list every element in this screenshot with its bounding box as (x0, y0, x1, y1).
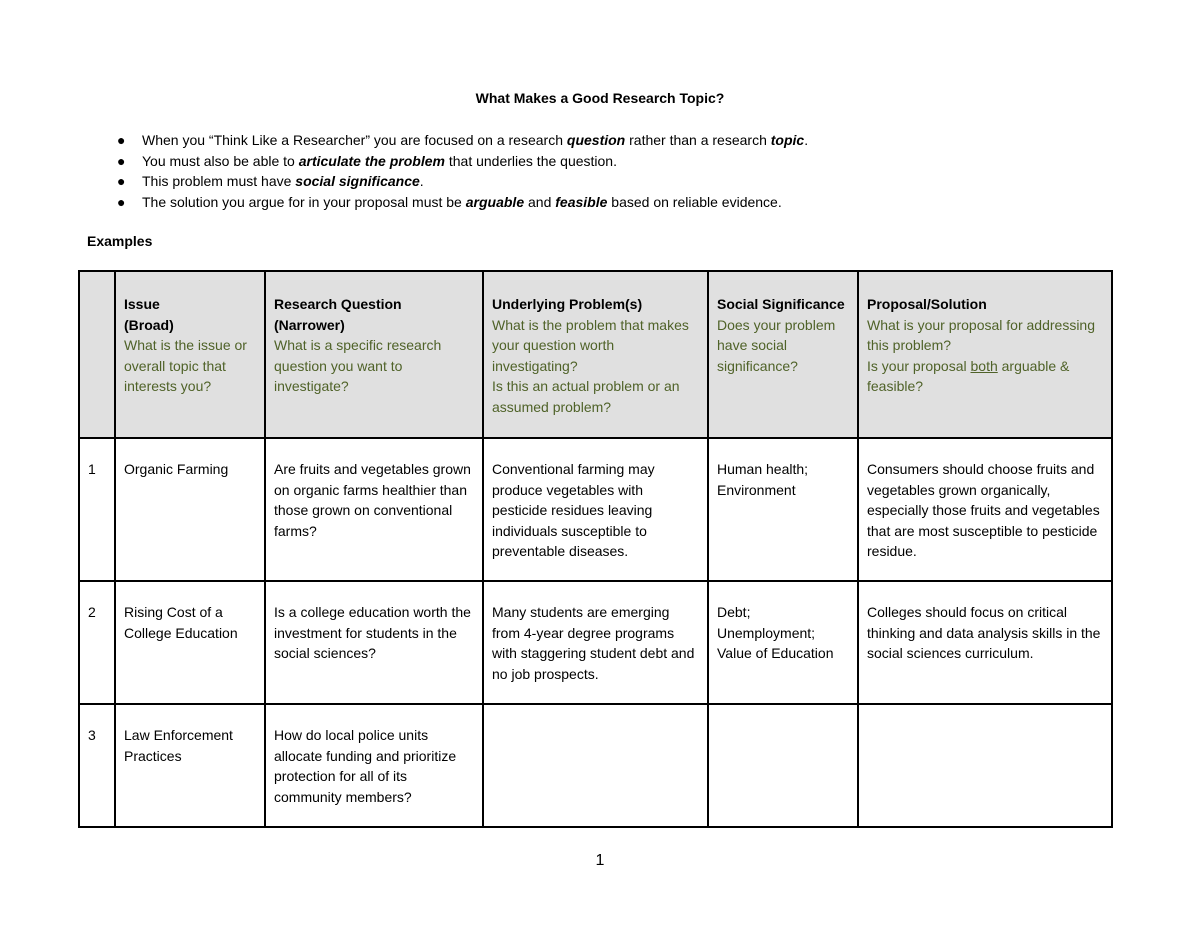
cell-proposal: Consumers should choose fruits and vegetables grown organically, especially those fruits and vegetables that are most susceptible to pesticide residue. (858, 438, 1112, 581)
cell-proposal: Colleges should focus on critical thinking and data analysis skills in the social sciences curriculum. (858, 581, 1112, 704)
bullet-item: ● You must also be able to articulate the problem that underlies the question. (117, 151, 808, 172)
cell-underlying-problem (483, 704, 708, 827)
bullet-dot-icon: ● (117, 193, 126, 210)
cell-research-question: How do local police units allocate funding and prioritize protection for all of its community members? (265, 704, 483, 827)
header-number (79, 271, 115, 438)
bullet-item: ● The solution you argue for in your proposal must be arguable and feasible based on reliable evidence. (117, 192, 808, 213)
table-header-row (79, 271, 1112, 438)
header-social-significance: Social Significance Does your problem have social significance? (708, 271, 858, 438)
bullet-dot-icon: ● (117, 152, 126, 169)
header-research-question: Research Question (Narrower) What is a specific research question you want to investigate? (265, 271, 483, 438)
row-number: 3 (79, 704, 115, 827)
row-number: 1 (79, 438, 115, 581)
header-proposal-solution: Proposal/Solution What is your proposal for addressing this problem? Is your proposal both arguable & feasible? (858, 271, 1112, 438)
cell-research-question: Is a college education worth the investment for students in the social sciences? (265, 581, 483, 704)
cell-underlying-problem: Many students are emerging from 4-year degree programs with staggering student debt and no job prospects. (483, 581, 708, 704)
cell-social-significance: Debt; Unemployment; Value of Education (708, 581, 858, 704)
page-number: 1 (595, 852, 605, 869)
cell-social-significance: Human health; Environment (708, 438, 858, 581)
cell-issue: Organic Farming (115, 438, 265, 581)
bullet-list (117, 130, 808, 212)
cell-proposal (858, 704, 1112, 827)
cell-underlying-problem: Conventional farming may produce vegetables with pesticide residues leaving individuals susceptible to preventable diseases. (483, 438, 708, 581)
examples-label: Examples (87, 233, 153, 249)
page-title: What Makes a Good Research Topic? (475, 90, 725, 106)
bullet-dot-icon: ● (117, 132, 126, 148)
examples-table (78, 270, 1113, 828)
cell-research-question: Are fruits and vegetables grown on organic farms healthier than those grown on conventional farms? (265, 438, 483, 581)
row-number: 2 (79, 581, 115, 704)
header-underlying-problem: Underlying Problem(s) What is the problem that makes your question worth investigating? Is this an actual problem or an assumed problem? (483, 271, 708, 438)
header-issue: Issue (Broad) What is the issue or overall topic that interests you? (115, 271, 265, 438)
cell-issue: Rising Cost of a College Education (115, 581, 265, 704)
bullet-item: ● When you “Think Like a Researcher” you are focused on a research question rather than a research topic. (117, 130, 808, 151)
bullet-item: ● This problem must have social significance. (117, 171, 808, 192)
cell-social-significance (708, 704, 858, 827)
bullet-dot-icon: ● (117, 173, 126, 189)
table-row (79, 438, 1112, 581)
table-row (79, 704, 1112, 827)
cell-issue: Law Enforcement Practices (115, 704, 265, 827)
table-row (79, 581, 1112, 704)
